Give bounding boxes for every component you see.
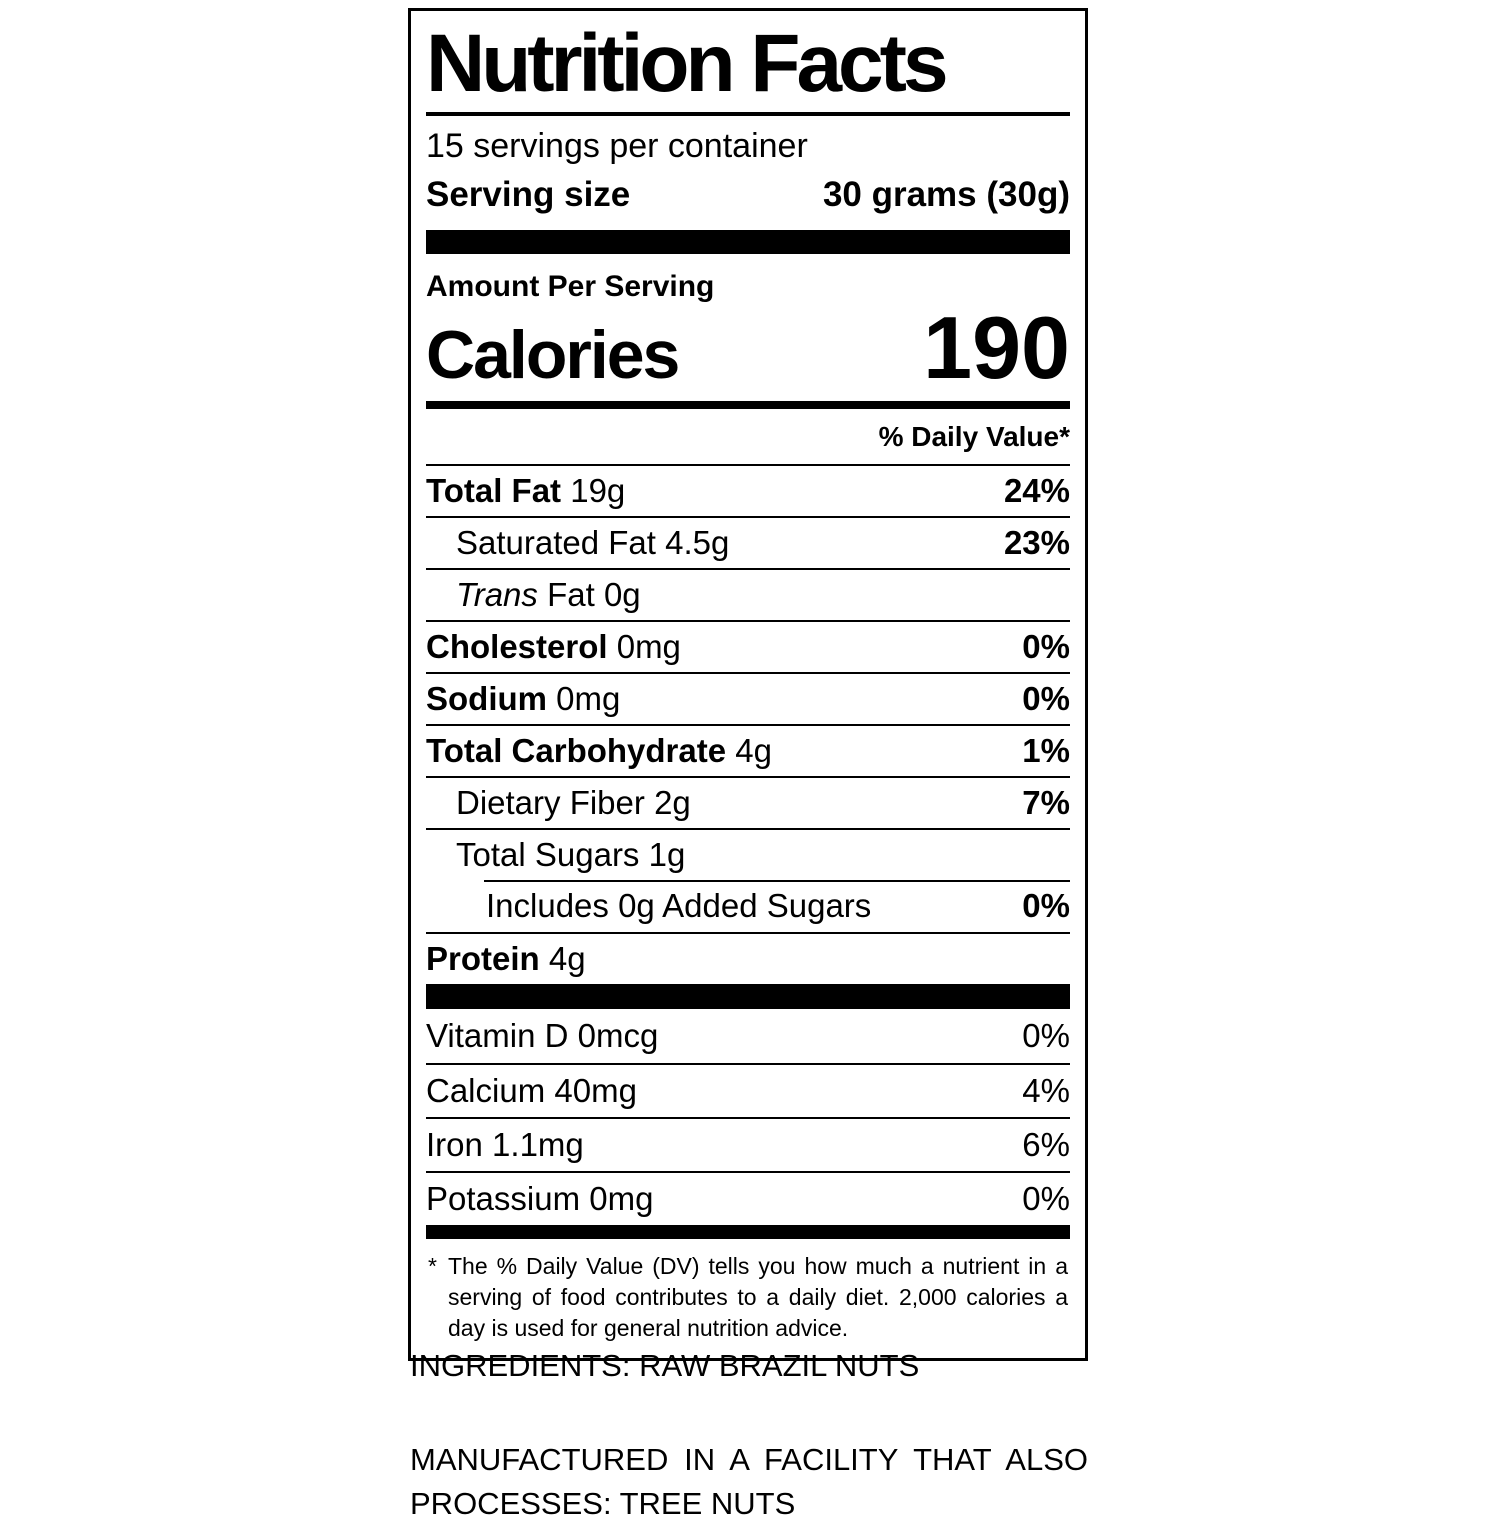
nutrient-dv-calcium: 4% (1022, 1071, 1070, 1109)
footnote-divider-bar (426, 1225, 1070, 1239)
serving-size-value: 30 grams (30g) (822, 175, 1070, 215)
nutrient-label-protein: Protein 4g (426, 939, 586, 977)
nutrition-facts-label (408, 8, 1088, 1361)
nutrient-row-saturated-fat (426, 516, 1070, 568)
nutrient-dv-vitamin-d: 0% (1022, 1016, 1070, 1054)
nutrient-dv-saturated-fat: 23% (1003, 523, 1070, 561)
ingredients-text: INGREDIENTS: RAW BRAZIL NUTS (410, 1348, 920, 1383)
nutrient-row-sodium (426, 672, 1070, 724)
calories-value: 190 (923, 298, 1070, 398)
servings-per-container: 15 servings per container (426, 127, 808, 166)
nutrient-label-iron: Iron 1.1mg (426, 1125, 584, 1163)
nutrient-row-vitamin-d (426, 1009, 1070, 1063)
nutrient-dv-potassium: 0% (1022, 1179, 1070, 1217)
amount-per-serving-label: Amount Per Serving (426, 269, 715, 303)
footnote-text: The % Daily Value (DV) tells you how much a nutrient in a serving of food contributes to a daily diet. 2,000 calories a day is used for general nutrition advice. (448, 1252, 1068, 1341)
nutrient-label-total-carbohydrate: Total Carbohydrate 4g (426, 731, 772, 769)
nutrient-dv-dietary-fiber: 7% (1022, 783, 1070, 821)
nutrient-dv-iron: 6% (1022, 1125, 1070, 1163)
medium-divider-bar (426, 401, 1070, 409)
serving-size-row (426, 172, 1070, 218)
daily-value-header: % Daily Value* (878, 420, 1070, 452)
calories-label: Calories (426, 317, 679, 394)
nutrient-row-trans-fat (426, 568, 1070, 620)
thick-divider-bar-top (426, 230, 1070, 254)
nutrient-row-cholesterol (426, 620, 1070, 672)
nutrient-label-dietary-fiber: Dietary Fiber 2g (456, 783, 691, 821)
nutrient-row-potassium (426, 1171, 1070, 1225)
nutrient-rows (426, 464, 1070, 984)
nutrient-dv-sodium: 0% (1022, 679, 1070, 717)
nutrient-label-potassium: Potassium 0mg (426, 1179, 654, 1217)
nutrient-label-cholesterol: Cholesterol 0mg (426, 627, 681, 665)
nutrient-row-calcium (426, 1063, 1070, 1117)
nutrient-dv-total-fat: 24% (1003, 471, 1070, 509)
footnote (426, 1239, 1070, 1344)
nutrient-row-added-sugars (426, 880, 1070, 932)
nutrient-label-saturated-fat: Saturated Fat 4.5g (456, 523, 730, 561)
nutrient-row-total-fat (426, 464, 1070, 516)
nutrient-dv-cholesterol: 0% (1022, 627, 1070, 665)
nutrient-row-total-carbohydrate (426, 724, 1070, 776)
manufactured-text: MANUFACTURED IN A FACILITY THAT ALSO PROCESSES: TREE NUTS (410, 1442, 1088, 1521)
micronutrient-rows (426, 1009, 1070, 1225)
label-title: Nutrition Facts (426, 18, 945, 109)
footnote-marker: * (428, 1252, 437, 1279)
calories-row (426, 298, 1070, 398)
nutrient-dv-added-sugars: 0% (1022, 886, 1070, 924)
nutrient-row-iron (426, 1117, 1070, 1171)
nutrient-label-total-fat: Total Fat 19g (426, 471, 626, 509)
nutrient-row-total-sugars (426, 828, 1070, 880)
nutrient-label-added-sugars: Includes 0g Added Sugars (486, 886, 872, 924)
nutrient-label-total-sugars: Total Sugars 1g (456, 835, 686, 873)
nutrient-dv-total-carbohydrate: 1% (1022, 731, 1070, 769)
nutrient-label-calcium: Calcium 40mg (426, 1071, 637, 1109)
serving-size-label: Serving size (426, 175, 631, 215)
nutrient-row-dietary-fiber (426, 776, 1070, 828)
title-divider (426, 112, 1070, 116)
nutrient-row-protein (426, 932, 1070, 984)
nutrient-label-trans-fat: Trans Fat 0g (456, 575, 641, 613)
nutrient-label-vitamin-d: Vitamin D 0mcg (426, 1016, 659, 1054)
nutrient-label-sodium: Sodium 0mg (426, 679, 621, 717)
thick-divider-bar-middle (426, 984, 1070, 1009)
